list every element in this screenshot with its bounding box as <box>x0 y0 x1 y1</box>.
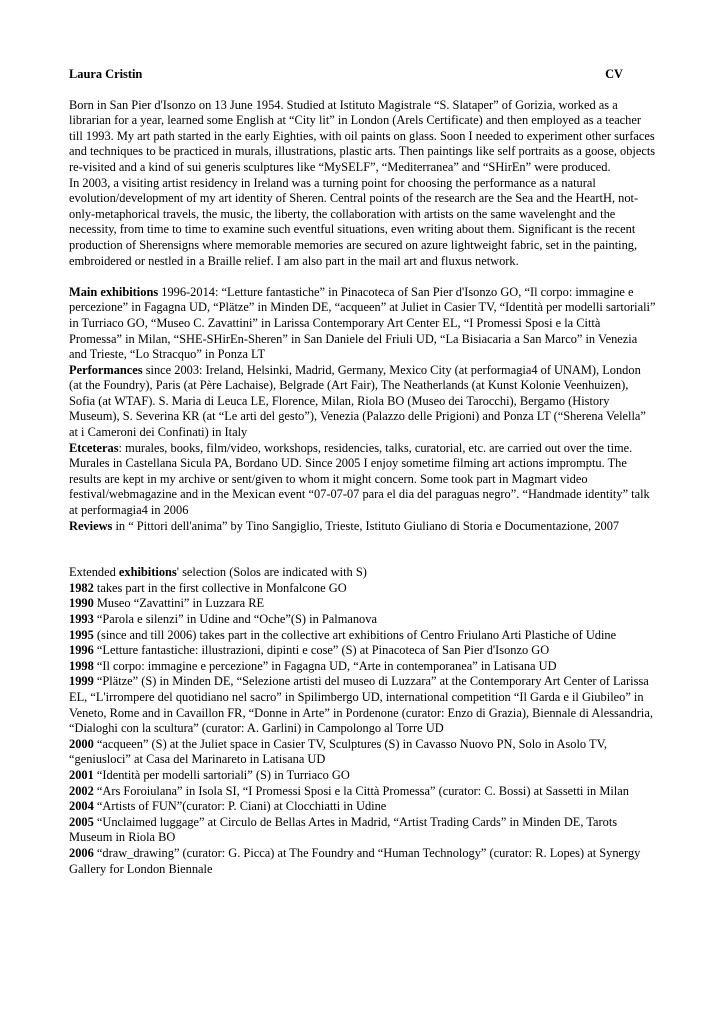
reviews-paragraph <box>69 519 656 535</box>
entry-year: 2001 <box>69 767 94 782</box>
exhibition-entry <box>69 815 656 846</box>
exhibition-entry <box>69 674 656 736</box>
entry-text: “Artists of FUN”(curator: P. Ciani) at Clocchiatti in Udine <box>93 799 387 814</box>
author-name: Laura Cristin <box>69 67 143 81</box>
entry-text: “Ars Foroiulana” in Isola SI, “I Promessi Sposi e la Città Promessa” (curator: C. Bossi) at Sassetti in Milan <box>93 783 629 798</box>
entry-text: “Il corpo: immagine e percezione” in Fagagna UD, “Arte in contemporanea” in Latisana UD <box>93 658 557 673</box>
performances-paragraph <box>69 363 656 441</box>
entry-year: 2002 <box>69 783 94 798</box>
etceteras-label: Etceteras <box>69 440 119 455</box>
entry-text: takes part in the first collective in Monfalcone GO <box>93 580 347 595</box>
bio-paragraph-1: Born in San Pier d'Isonzo on 13 June 1954. Studied at Istituto Magistrale “S. Slataper” of Gorizia, worked as a librarian for a year, learned some English at “City lit” in London (Arels Certificate) and then employed as a teacher till 1993. My art path started in the early Eighties, with oil paints on glass. Soon I needed to experiment other surfaces and techniques to be practiced in murals, illustrations, plastic arts. Then paintings like self portraits as a goose, objects re-visited and a kind of sui generis sculptures like “MySELF”, “Mediterranea” and “SHirEn” were produced. <box>69 97 656 174</box>
entry-year: 2000 <box>69 736 94 751</box>
exhibition-entry <box>69 581 656 597</box>
cv-label: CV <box>605 67 623 81</box>
exhibition-entry <box>69 846 656 877</box>
entry-year: 1993 <box>69 612 94 626</box>
exhibition-entry <box>69 643 656 659</box>
page-header <box>69 67 656 83</box>
entry-year: 2006 <box>69 845 94 860</box>
entry-text: “acqueen” (S) at the Juliet space in Casier TV, Sculptures (S) in Cavasso Nuovo PN, Solo in Asolo TV, “geniusloci” at Casa del Marinareto in Latisana UD <box>69 736 608 767</box>
extended-intro-prefix: Extended <box>69 565 119 580</box>
extended-intro-suffix: ' selection (Solos are indicated with S) <box>176 565 367 580</box>
main-exhibitions-text: 1996-2014: “Letture fantastiche” in Pinacoteca of San Pier d'Isonzo GO, “Il corpo: immagine e percezione” in Fagagna UD, “Plätze” in Minden DE, “acqueen” at Juliet in Casier TV, “Identità per modelli sartoriali” in Turriaco GO, “Museo C. Zavattini” in Larissa Contemporary Art Center EL, “I Promessi Sposi e la Città Promessa” in Milan, “SHE-SHirEn-Sheren” in San Daniele del Friuli UD, “La Bisiacaria a San Marco” in Venezia and Trieste, “Lo Stracquo” in Ponza LT <box>69 284 656 362</box>
exhibition-list <box>69 581 656 877</box>
exhibition-entry <box>69 799 656 815</box>
spacer <box>69 534 656 565</box>
etceteras-paragraph <box>69 441 656 519</box>
entry-year: 1998 <box>69 658 94 673</box>
bio-paragraph-2: In 2003, a visiting artist residency in Ireland was a turning point for choosing the performance as a natural evolution/development of my art identity of Sheren. Central points of the research are the Sea and the HeartH, not-only-metaphorical travels, the music, the liberty, the collaboration with artists on the same wavelenght and the necessity, from time to time to examine such eventful situations, even writing about them. Significant is the recent production of Sherensigns where memorable memories are secured on azure lightweight fabric, set in the painting, embroidered or nestled in a Braille relief. I am also part in the mail art and fluxus network. <box>69 175 639 268</box>
performances-text: since 2003: Ireland, Helsinki, Madrid, Germany, Mexico City (at performagia4 of UNAM), London (at the Foundry), Paris (at Père Lachaise), Belgrade (Art Fair), The Neatherlands (at Kunst Kolonie Veenhuizen), Sofia (at WTAF). S. Maria di Leuca LE, Florence, Milan, Riola BO (Museo dei Tarocchi), Bergamo (History Museum), S. Severina KR (at “Le arti del gesto”), Venezia (Palazzo delle Prigioni) and Ponza LT (“Sherena Velella” at i Cameroni dei Confinati) in Italy <box>69 362 646 440</box>
main-exhibitions-label: Main exhibitions <box>69 284 159 299</box>
entry-year: 1999 <box>69 674 94 689</box>
etceteras-text: : murales, books, film/video, workshops, residencies, talks, curatorial, etc. are carried out over the time. Murales in Castellana Sicula PA, Bordano UD. Since 2005 I enjoy sometime filming art actions impromptu. The results are kept in my archive or sent/given to whom it might concern. Some took part in Magmart video festival/webmagazine and in the Mexican event “07-07-07 para el dia del paraguas negro”. “Handmade identity” talk at performagia4 in 2006 <box>69 440 650 518</box>
extended-intro-bold: exhibitions <box>118 565 177 580</box>
entry-text: (since and till 2006) takes part in the collective art exhibitions of Centro Friulano Arti Plastiche of Udine <box>93 627 617 642</box>
exhibition-entry <box>69 784 656 800</box>
entry-year: 1990 <box>69 596 94 611</box>
entry-text: “Parola e silenzi” in Udine and “Oche”(S) in Palmanova <box>93 612 377 626</box>
reviews-label: Reviews <box>69 518 113 533</box>
exhibition-entry <box>69 659 656 675</box>
exhibition-entry <box>69 628 656 644</box>
exhibition-entry <box>69 612 656 628</box>
spacer <box>69 269 656 285</box>
entry-text: “Letture fantastiche: illustrazioni, dipinti e cose” (S) at Pinacoteca of San Pier d'Isonzo GO <box>93 643 550 658</box>
entry-text: “Identità per modelli sartoriali” (S) in Turriaco GO <box>93 767 350 782</box>
performances-label: Performances <box>69 362 143 377</box>
reviews-text: in “ Pittori dell'anima” by Tino Sangiglio, Trieste, Istituto Giuliano di Storia e Documentazione, 2007 <box>112 518 620 533</box>
entry-year: 1996 <box>69 643 94 658</box>
entry-year: 1982 <box>69 580 94 595</box>
extended-intro <box>69 565 656 581</box>
exhibition-entry <box>69 737 656 768</box>
exhibition-entry <box>69 768 656 784</box>
entry-text: Museo “Zavattini” in Luzzara RE <box>93 596 265 611</box>
entry-text: “Unclaimed luggage” at Circulo de Bellas Artes in Madrid, “Artist Trading Cards” in Minden DE, Tarots Museum in Riola BO <box>69 814 618 845</box>
main-exhibitions-paragraph <box>69 285 656 363</box>
entry-year: 1995 <box>69 627 94 642</box>
entry-text: “Plätze” (S) in Minden DE, “Selezione artisti del museo di Luzzara” at the Contemporary Art Center of Larissa EL, “L'irrompere del quotidiano nel sacro” in Spilimbergo UD, international competition “Il Garda e il Giubileo” in Veneto, Rome and in Cavaillon FR, “Donne in Arte” in Pordenone (curator: Enzo di Grazia), Biennale di Alessandria, “Dialoghi con la scultura” (curator: A. Garlini) in Campolongo al Torre UD <box>69 674 653 736</box>
exhibition-entry <box>69 596 656 612</box>
entry-year: 2005 <box>69 814 94 829</box>
entry-text: “draw_drawing” (curator: G. Picca) at The Foundry and “Human Technology” (curator: R. Lopes) at Synergy Gallery for London Biennale <box>69 845 641 876</box>
entry-year: 2004 <box>69 799 94 814</box>
